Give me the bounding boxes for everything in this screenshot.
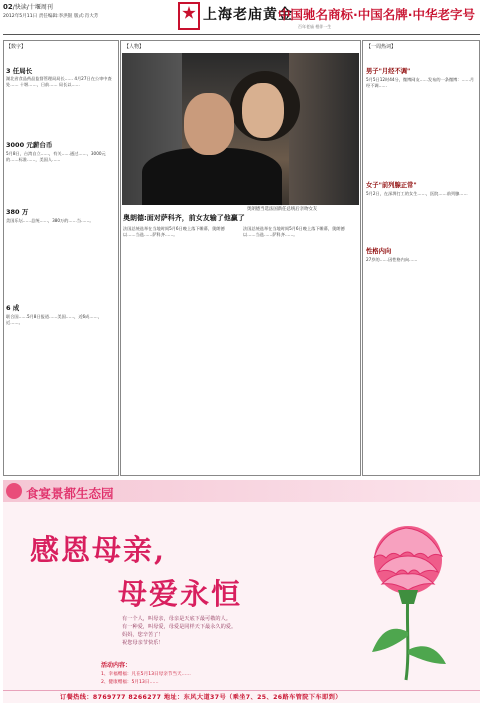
right-body-3: 27岁的……因性格内向……: [366, 257, 418, 262]
left-body-4: 联合国……5月8日报道……美国……，近6成……，近……。: [6, 314, 102, 326]
activity-item: 2、健康赠福：5月13日……: [101, 679, 159, 685]
left-tag: 【数字】: [6, 44, 27, 50]
date-line: 2012年5月11日 责任编辑:李洪银 版式:肖大芳: [3, 14, 99, 19]
carnation-illustration: [348, 512, 468, 682]
left-head-3: 380 万: [6, 208, 29, 216]
advert-footer-text: 订餐热线：8769777 8266277 地址：东风大道37号（乘坐7、25、26路车管院下车即到）: [60, 694, 342, 701]
article-headline: 奥朗德:面对萨科齐，前女友输了他赢了: [123, 214, 245, 222]
photo-crowd-right: [289, 53, 359, 205]
brand-logo: [178, 2, 200, 30]
left-head-2: 3000 元薪台币: [6, 141, 53, 149]
brand-sub: 百年老庙 相伴一生: [298, 24, 332, 29]
left-head-4: 6 成: [6, 304, 20, 312]
photo-face-man: [184, 93, 234, 155]
right-head-3: 性格内向: [366, 248, 392, 255]
right-head-2: 女子"前列腺正常": [366, 182, 417, 189]
article-body-left: 法国总统选举在当地时间5月6日晚上落下帷幕，奥朗德以……当选……萨科齐……。: [123, 226, 225, 238]
advert-subtitle: 有一个人，叫母亲，母亲是天底下最可敬的人。 有一种爱，叫母爱，母爱是同样天下最永久的爱。 妈妈，您辛苦了！ 祝您母亲节快乐！: [122, 616, 237, 646]
header-rule: [3, 34, 480, 35]
page-number: 02: [3, 3, 13, 11]
news-photo: [122, 53, 359, 205]
right-tag: 【一周热词】: [366, 44, 397, 50]
photo-face-woman: [242, 83, 284, 138]
right-body-1: 5月5日12时44分，微博网友……发布的一条微博：……月经不调……: [366, 77, 475, 89]
left-head-1: 3 任局长: [6, 67, 33, 75]
left-body-2: 5月8日，台湾自立……，有关……通过……，3000元的……标准……，美国人……: [6, 151, 106, 163]
advert-activities-title: 活动内容：: [101, 662, 132, 669]
photo-caption: 奥朗德当选法国新任总统后亲吻女友: [247, 207, 318, 212]
left-column: [3, 40, 119, 476]
column-name: 十堰周刊: [28, 4, 53, 11]
left-body-1: 湖北省食品药品监督管理局局长…… 4月27日在公审中查处…… 十堰……，日前…… 局长以……: [6, 76, 112, 88]
middle-tag: 【人物】: [124, 44, 145, 50]
page-header: 02/快读/十堰周刊: [3, 3, 53, 11]
advert-brand: 食宴景都生态园: [26, 486, 114, 501]
right-body-2: 5月2日，在深圳打工的女生……，医院……前列腺……: [366, 191, 468, 196]
article-body-right: 法国总统选举在当地时间5月6日晚上落下帷幕，奥朗德以……当选……萨科齐……。: [243, 226, 345, 238]
advert-title-1: 感恩母亲,: [30, 533, 167, 567]
advert-activities: [101, 671, 191, 687]
brand-name: 上海老庙黄金: [203, 7, 293, 23]
flower-icon: [6, 483, 22, 499]
star-icon: [182, 6, 196, 20]
right-head-1: 男子"月经不调": [366, 68, 411, 75]
advert-title-2: 母爱永恒: [118, 577, 243, 611]
activity-item: 1、幸福赠福：凡在5月13日母亲节当天……: [101, 672, 191, 677]
photo-suit: [142, 148, 282, 205]
section-name: 快读: [14, 4, 27, 11]
left-body-3: 美国乐坛……总统……，380万的……当……。: [6, 218, 94, 223]
brand-slogan: 中国驰名商标·中国名牌·中华老字号: [278, 7, 475, 22]
